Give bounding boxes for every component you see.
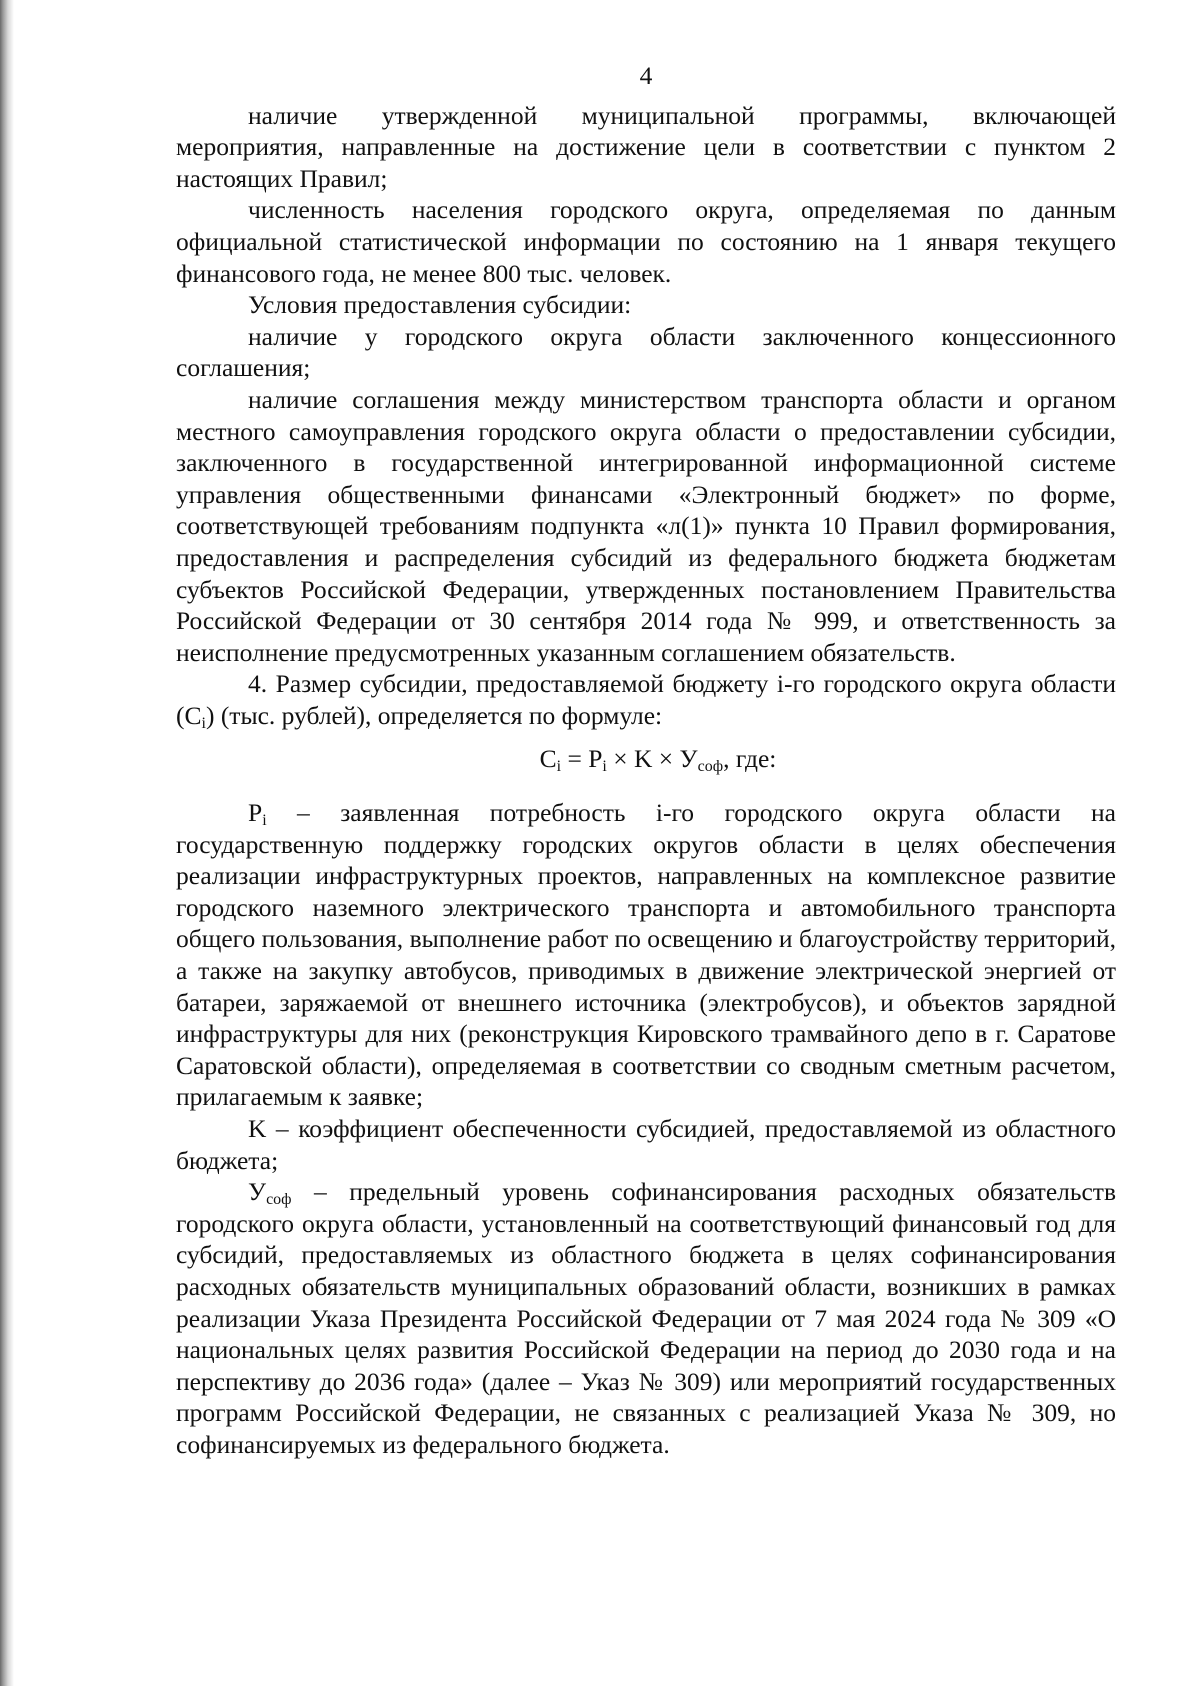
paragraph-item-4 xyxy=(176,668,1116,731)
formula-c: C xyxy=(539,744,557,774)
formula-u-subscript: соф xyxy=(697,758,724,776)
subsidy-formula xyxy=(176,743,1116,775)
paragraph-concession: наличие у городского округа области заключенного концессионного соглашения; xyxy=(176,321,1116,383)
definition-p-text: – заявленная потребность i-го городского округа области на государственную поддержку городских округов области в целях обеспечения реализации инфраструктурных проектов, направленных на комплексное развитие городского наземного электрического транспорта и автомобильного транспорта общего пользования, выполнение работ по освещению и благоустройству территорий, а также на закупку автобусов, приводимых в движение электрической энергией от батареи, заряжаемой от внешнего источника (электробусов), и объектов зарядной инфраструктуры для них (реконструкция Кировского трамвайного депо в г. Саратове Саратовской области), определяемая в соответствии со сводным сметным расчетом, прилагаемым к заявке; xyxy=(176,798,1116,1112)
document-page xyxy=(176,60,1116,1461)
paragraph-conditions-heading: Условия предоставления субсидии: xyxy=(248,290,632,320)
definition-u-subscript: соф xyxy=(266,1191,292,1209)
page-number: 4 xyxy=(639,61,653,90)
formula-eq-p: = P xyxy=(561,744,603,774)
definition-u-symbol: У xyxy=(248,1177,267,1207)
paragraph-agreement: наличие соглашения между министерством транспорта области и органом местного самоуправления городского округа области о предоставлении субсидии, заключенного в государственной интегрированной информационной системе управления общественными финансами «Электронный бюджет» по форме, соответствующей требованиям подпункта «л(1)» пункта 10 Правил формирования, предоставления и распределения субсидий из федерального бюджета бюджетам субъектов Российской Федерации, утвержденных постановлением Правительства Российской Федерации от 30 сентября 2014 года № 999, и ответственность за неисполнение предусмотренных указанным соглашением обязательств. xyxy=(176,384,1116,667)
formula-p-subscript: i xyxy=(602,758,607,776)
paragraph-municipal-program: наличие утвержденной муниципальной программы, включающей мероприятия, направленные на достижение цели в соответствии с пунктом 2 настоящих Правил; xyxy=(176,100,1116,193)
item4-text-before: 4. Размер субсидии, предоставляемой бюджету i-го городского округа области (C xyxy=(176,669,1116,730)
definition-k: K – коэффициент обеспеченности субсидией, предоставляемой из областного бюджета; xyxy=(176,1114,1116,1175)
definition-p-symbol: P xyxy=(248,798,263,828)
definition-p-subscript: i xyxy=(262,812,267,830)
item4-text-after: ) (тыс. рублей), определяется по формуле: xyxy=(205,700,663,730)
definition-u-text: – предельный уровень софинансирования расходных обязательств городского округа области, установленный на соответствующий финансовый год для субсидий, предоставляемых из областного бюджета в целях софинансирования расходных обязательств муниципальных образований области, возникших в рамках реализации Указа Президента Российской Федерации от 7 мая 2024 года № 309 «О национальных целях развития Российской Федерации на период до 2030 года и на перспективу до 2036 года» (далее – Указ № 309) или мероприятий государственных программ Российской Федерации, не связанных с реализацией Указа № 309, но софинансируемых из федерального бюджета. xyxy=(176,1177,1116,1459)
formula-mid: × K × У xyxy=(606,744,698,774)
item4-subscript: i xyxy=(201,714,206,732)
formula-c-subscript: i xyxy=(556,758,562,776)
formula-tail: , где: xyxy=(723,744,777,774)
definition-u xyxy=(176,1176,1116,1460)
scan-edge-shadow xyxy=(0,0,14,1686)
definition-p xyxy=(176,797,1116,1113)
paragraph-population: численность населения городского округа, определяемая по данным официальной статистической информации по состоянию на 1 января текущего финансового года, не менее 800 тыс. человек. xyxy=(176,195,1116,288)
